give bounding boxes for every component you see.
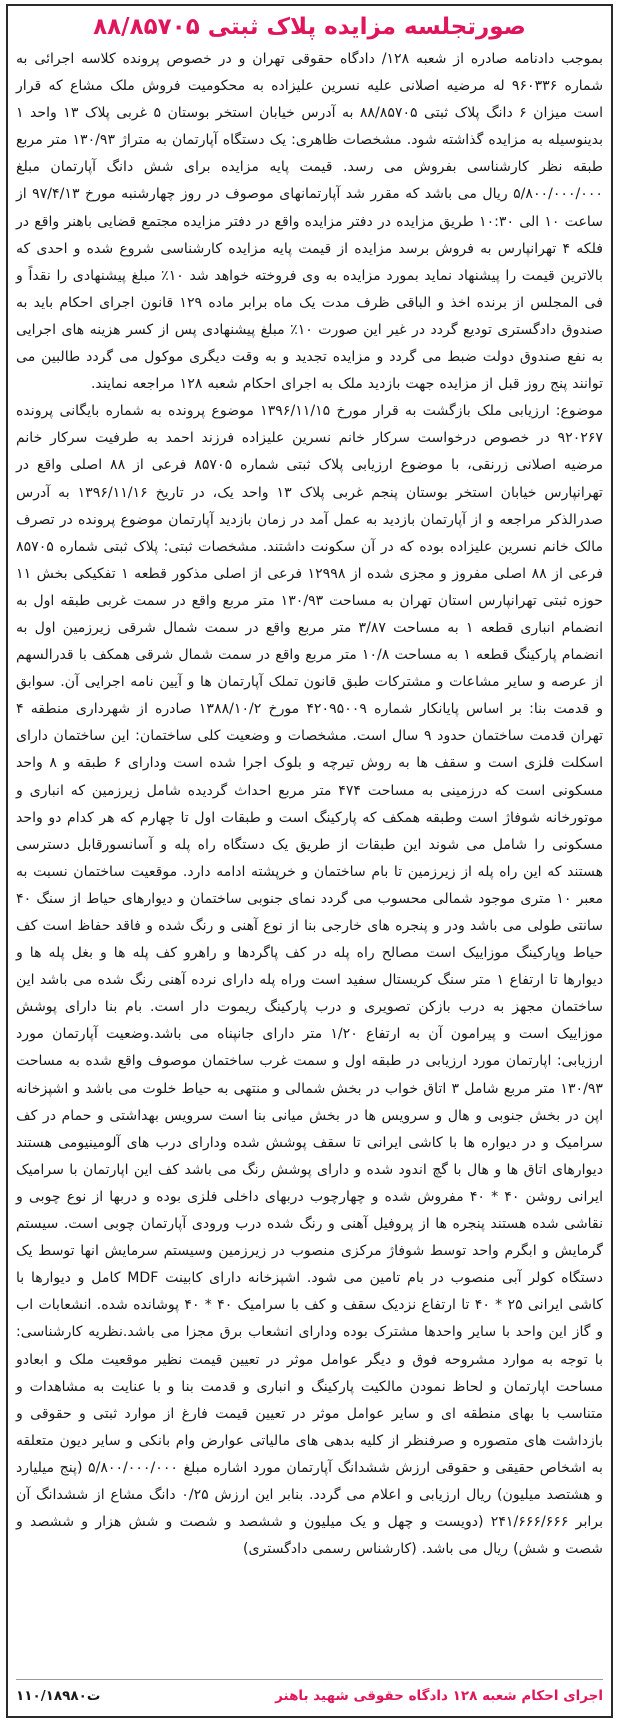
notice-title: صورتجلسه مزایده پلاک ثبتی ۸۸/۸۵۷۰۵: [93, 14, 526, 40]
issuer-signature: اجرای احکام شعبه ۱۲۸ دادگاه حقوقی شهید باهنر: [275, 1688, 603, 1704]
footer-divider: [16, 1679, 603, 1680]
legal-notice: [6, 4, 613, 1718]
notice-body: [16, 46, 603, 1563]
auction-paragraph: بموجب دادنامه صادره از شعبه ۱۲۸/ دادگاه حقوقی تهران و در خصوص پرونده کلاسه اجرائی به شماره ۹۶۰۳۳۶ له مرضیه اصلانی علیه نسرین علیزاده به محکومیت فروش ملک مشاع که قرار است میزان ۶ دانگ پلاک ثبتی ۸۸/۸۵۷۰۵ به آدرس خیابان استخر بوستان ۵ غربی پلاک ۱۳ واحد ۱ بدینوسیله به مزایده گذاشته شود. مشخصات ظاهری: یک دستگاه آپارتمان به متراژ ۱۳۰/۹۳ متر مربع طبقه نظر کارشناسی بفروش می رسد. قیمت پایه مزایده برای شش دانگ آپارتمان مبلغ ۵/۸۰۰/۰۰۰/۰۰۰ ریال می باشد که مقرر شد آپارتمانهای موصوف در روز چهارشنبه مورخ ۹۷/۴/۱۳ از ساعت ۱۰ الی ۱۰:۳۰ طریق مزایده در دفتر مزایده واقع در دفتر مزایده مجتمع قضایی باهنر واقع در فلکه ۴ تهرانپارس به فروش برسد مزایده از قیمت پایه مزایده کارشناسی شروع شده و احدی که بالاترین قیمت را پیشنهاد نماید بمورد مزایده به وی فروخته خواهد شد ۱۰٪ مبلغ پیشنهادی را نقداً و فی المجلس از برنده اخذ و الباقی ظرف مدت یک ماه برابر ماده ۱۲۹ قانون اجرای احکام باید به صندوق دادگستری تودیع گردد در غیر این صورت ۱۰٪ مبلغ پیشنهادی پس از کسر هزینه های اجرایی به نفع صندوق دولت ضبط می گردد و مزایده تجدید و به وقت دیگری موکول می گردد طالبین می توانند پنج روز قبل از مزایده جهت بازدید ملک به اجرای احکام شعبه ۱۲۸ مراجعه نمایند.: [16, 51, 604, 393]
notice-footer: [16, 1682, 603, 1710]
appraisal-paragraph: موضوع: ارزیابی ملک بازگشت به قرار مورخ ۱۳۹۶/۱۱/۱۵ موضوع پرونده به شماره بایگانی پرونده ۹۲۰۲۶۷ در خصوص درخواست سرکار خانم نسرین علیزاده فرزند احمد به طرفیت سرکار خانم مرضیه اصلانی زرنقی، با موضوع ارزیابی پلاک ثبتی شماره ۸۵۷۰۵ فرعی از ۸۸ اصلی واقع در تهرانپارس خیابان استخر بوستان پنجم غربی پلاک ۱۳ واحد یک، در تاریخ ۱۳۹۶/۱۱/۱۶ به آدرس صدرالذکر مراجعه و از آپارتمان بازدید به عمل آمد در زمان بازدید آپارتمان موضوع پرونده در تصرف مالک خانم نسرین علیزاده بوده که در آن سکونت داشتند. مشخصات ثبتی: پلاک ثبتی شماره ۸۵۷۰۵ فرعی از ۸۸ اصلی مفروز و مجزی شده از ۱۲۹۹۸ فرعی از اصلی مذکور قطعه ۱ تفکیکی بخش ۱۱ حوزه ثبتی تهرانپارس استان تهران به مساحت ۱۳۰/۹۳ متر مربع واقع در سمت غربی طبقه اول به انضمام انباری قطعه ۱ به مساحت ۳/۸۷ متر مربع واقع در سمت شمال شرقی زیرزمین اول به انضمام پارکینگ قطعه ۱ به مساحت ۱۰/۸ متر مربع واقع در سمت شمال شرقی همکف با قدرالسهم از عرصه و سایر مشاعات و مشترکات طبق قانون تملک آپارتمان ها و آیین نامه اجرایی آن. سوابق و قدمت بنا: بر اساس پایانکار شماره ۴۲۰۹۵۰۰۹ مورخ ۱۳۸۸/۱۰/۲ صادره از شهرداری منطقه ۴ تهران قدمت ساختمان حدود ۹ سال است. مشخصات و وضعیت کلی ساختمان: این ساختمان دارای اسکلت فلزی است و سقف ها به روش تیرچه و بلوک اجرا شده است ودارای ۶ طبقه و ۸ واحد مسکونی است که درزمینی به مساحت ۴۷۴ متر مربع احداث گردیده شامل زیرزمین که انباری و موتورخانه شوفاژ است وطبقه همکف که پارکینگ است و طبقات اول تا چهارم که هر کدام دو واحد مسکونی را شامل می شوند این طبقات از طریق یک دستگاه راه پله و آسانسورقابل دسترسی هستند که این راه پله از زیرزمین تا بام ساختمان و خرپشته ادامه دارد. موقعیت ساختمان نسبت به معبر ۱۰ متری موجود شمالی محسوب می گردد نمای جنوبی ساختمان و دیوارهای حیاط از سنگ ۴۰ سانتی طولی می باشد ودر و پنجره های خارجی بنا از نوع آهنی و رنگ شده و فاقد حفاظ است کف حیاط وپارکینگ موزاییک است مصالح راه پله در کف پاگردها و راهرو کف پله ها و بغل پله ها و دیوارها تا ارتفاع ۱ متر سنگ کریستال سفید است وراه پله دارای نرده آهنی رنگ شده می باشد این ساختمان مجهز به درب بازکن تصویری و درب پارکینگ ریموت دار است. بام بنا دارای پوشش موزاییک است و پیرامون آن به ارتفاع ۱/۲۰ متر دارای جانپناه می باشد.وضعیت آپارتمان مورد ارزیابی: اپارتمان مورد ارزیابی در طبقه اول و سمت غرب ساختمان موصوف واقع شده به مساحت ۱۳۰/۹۳ متر مربع شامل ۳ اتاق خواب در بخش شمالی و منتهی به حیاط خلوت می باشد و اشپزخانه اپن در بخش جنوبی و هال و سرویس ها در بخش میانی بنا است سرویس بهداشتی و حمام در کف سرامیک و در دیواره ها با کاشی ایرانی تا سقف پوشش شده ودارای درب های آلومینیومی هستند دیوارهای اتاق ها و هال با گچ اندود شده و دارای پوشش رنگ می باشد کف این اپارتمان با سرامیک ایرانی روشن ۴۰ * ۴۰ مفروش شده و چهارچوب دربهای داخلی فلزی بوده و دربها از نوع چوبی و نقاشی شده هستند پنجره ها از پروفیل آهنی و رنگ شده درب ورودی آپارتمان چوبی است. سیستم گرمایش و ابگرم واحد توسط شوفاژ مرکزی منصوب در زیرزمین وسیستم سرمایش انها توسط یک دستگاه کولر آبی منصوب در بام تامین می شود. اشپزخانه دارای کابینت MDF کامل و دیوارها با کاشی ایرانی ۲۵ * ۴۰ تا ارتفاع نزدیک سقف و کف با سرامیک ۴۰ * ۴۰ پوشانده شده. انشعابات اب و گاز این واحد با سایر واحدها مشترک بوده ودارای انشعاب برق مجزا می باشد.نظریه کارشناسی: با توجه به موارد مشروحه فوق و دیگر عوامل موثر در تعیین قیمت نظیر موقعیت ملک و ابعادو مساحت اپارتمان و لحاظ نمودن مالکیت پارکینگ و انباری و قدمت بنا و با عنایت به مشاهدات و متناسب با بهای منطقه ای و سایر عوامل موثر در تعیین قیمت فارغ از موارد ثبتی و حقوقی و بازداشت های متصوره و صرفنظر از کلیه بدهی های مالیاتی عوارض وام بانکی و سایر دیون متعلقه به اشخاص حقیقی و حقوقی ارزش ششدانگ آپارتمان مورد اشاره مبلغ ۵/۸۰۰/۰۰۰/۰۰۰ (پنج میلیارد و هشتصد میلیون) ریال ارزیابی و اعلام می گردد. بنابر این ارزش ۰/۲۵ دانگ مشاع از ششدانگ آن برابر ۲۴۱/۶۶۶/۶۶۶ (دویست و چهل و یک میلیون و ششصد و شصت و شش هزار و ششصد و شصت و شش) ریال می باشد. (کارشناس رسمی دادگستری): [16, 403, 604, 1558]
notice-code: ۱۱۰/۱۸۹۸۰ت: [16, 1688, 101, 1704]
